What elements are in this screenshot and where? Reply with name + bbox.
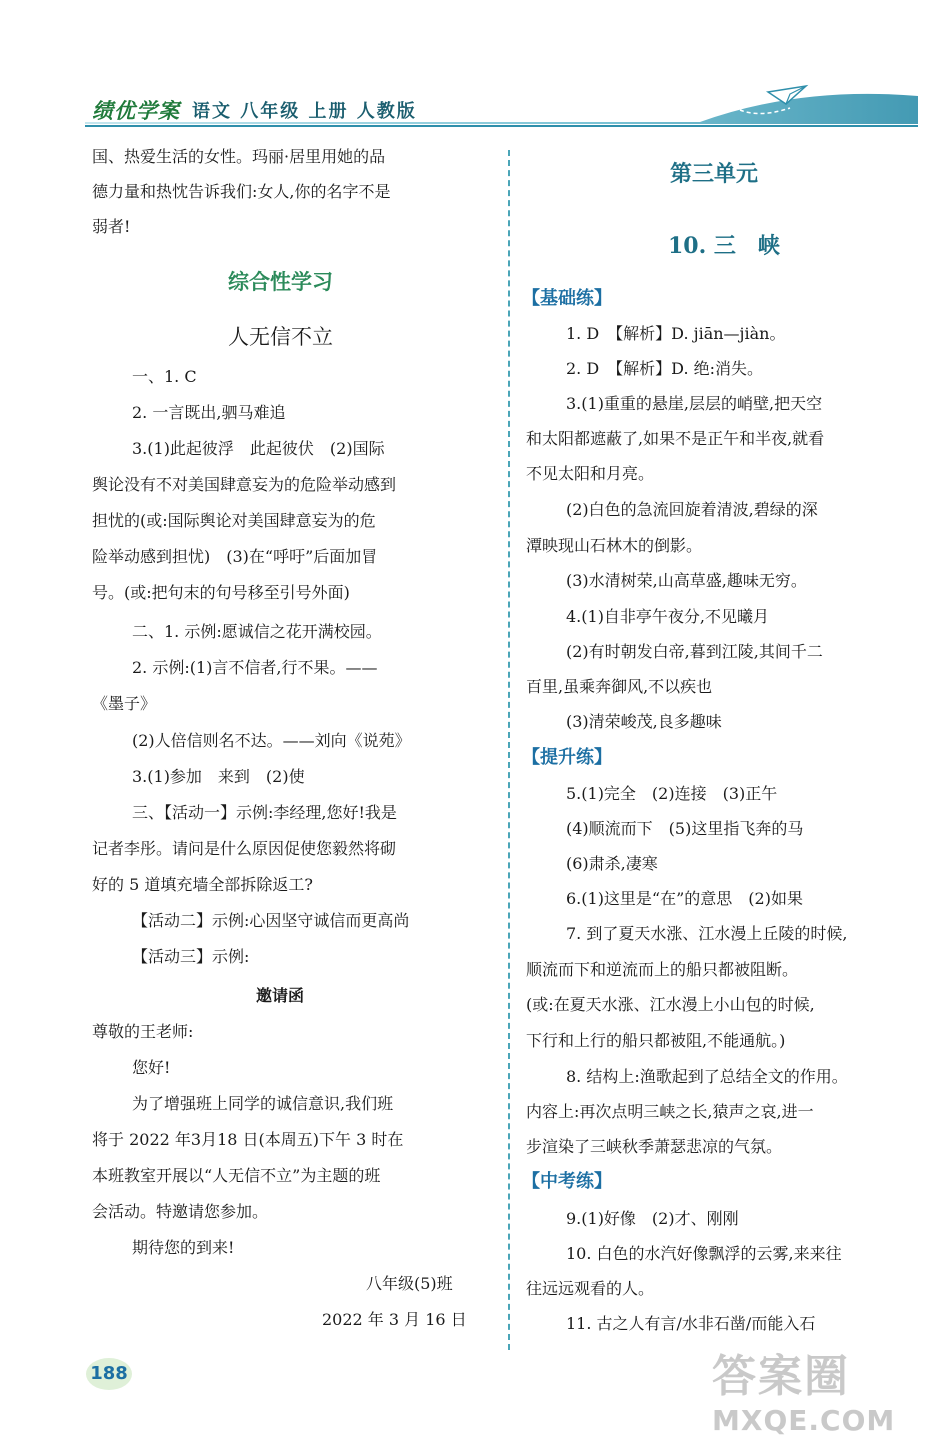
letter-line: 将于 2022 年3月18 日(本周五)下午 3 时在	[92, 1130, 404, 1149]
answer-line: 记者李彤。请问是什么原因促使您毅然将砌	[92, 839, 397, 858]
answer-line: 9.(1)好像 (2)才、刚刚	[566, 1209, 739, 1228]
answer-line: 5.(1)完全 (2)连接 (3)正午	[566, 784, 778, 803]
subject-label: 语文 八年级 上册 人教版	[192, 101, 417, 122]
letter-line: 本班教室开展以“人无信不立”为主题的班	[92, 1166, 381, 1185]
letter-line: 尊敬的王老师:	[92, 1022, 194, 1041]
answer-line: (2)有时朝发白帝,暮到江陵,其间千二	[566, 642, 823, 661]
answer-line: 2. D 【解析】D. 绝:消失。	[566, 359, 764, 378]
letter-line: 期待您的到来!	[132, 1238, 235, 1257]
answer-line: (2)白色的急流回旋着清波,碧绿的深	[566, 500, 818, 519]
watermark-url: MXQE.COM	[712, 1404, 896, 1437]
answer-line: (或:在夏天水涨、江水漫上小山包的时候,	[526, 995, 815, 1014]
answer-line: 不见太阳和月亮。	[526, 464, 655, 483]
answer-line: 下行和上行的船只都被阻,不能通航。)	[526, 1031, 786, 1050]
answer-line: 号。(或:把句末的句号移至引号外面)	[92, 583, 350, 602]
section-title: 综合性学习	[228, 270, 333, 294]
answer-line: (3)清荣峻茂,良多趣味	[566, 712, 722, 731]
letter-line: 会活动。特邀请您参加。	[92, 1202, 269, 1221]
answer-line: 【活动二】示例:心因坚守诚信而更高尚	[132, 911, 410, 930]
letter-title: 邀请函	[256, 986, 305, 1005]
answer-line: (2)人倍信则名不达。——刘向《说苑》	[132, 731, 411, 750]
answer-line: 6.(1)这里是“在”的意思 (2)如果	[566, 889, 803, 908]
subtitle: 人无信不立	[228, 325, 333, 349]
letter-line: 您好!	[132, 1058, 171, 1077]
answer-line: 3.(1)参加 来到 (2)使	[132, 767, 305, 786]
unit-title: 第三单元	[670, 161, 759, 187]
answer-line: 3.(1)此起彼浮 此起彼伏 (2)国际	[132, 439, 385, 458]
answer-line: 2. 一言既出,驷马难追	[132, 403, 286, 422]
letter-signature: 八年级(5)班	[366, 1274, 453, 1293]
text-line: 德力量和热忱告诉我们:女人,你的名字不是	[92, 182, 391, 201]
answer-line: 步渲染了三峡秋季萧瑟悲凉的气氛。	[526, 1137, 783, 1156]
section-basic: 【基础练】	[522, 288, 612, 309]
answer-line: 8. 结构上:渔歌起到了总结全文的作用。	[566, 1067, 848, 1086]
answer-line: 担忧的(或:国际舆论对美国肆意妄为的危	[92, 511, 376, 530]
answer-line: 往远远观看的人。	[526, 1279, 655, 1298]
answer-line: 4.(1)自非亭午夜分,不见曦月	[566, 607, 770, 626]
answer-line: 【活动三】示例:	[132, 947, 250, 966]
answer-line: (4)顺流而下 (5)这里指飞奔的马	[566, 819, 804, 838]
answer-line: 一、1. C	[132, 367, 197, 386]
answer-line: 2. 示例:(1)言不信者,行不果。——	[132, 658, 378, 677]
answer-line: 和太阳都遮蔽了,如果不是正午和半夜,就看	[526, 429, 825, 448]
text-line: 弱者!	[92, 217, 131, 236]
page-number: 188	[86, 1358, 132, 1390]
answer-line: 7. 到了夏天水涨、江水漫上丘陵的时候,	[566, 924, 848, 943]
section-advanced: 【提升练】	[522, 747, 612, 768]
text-line: 国、热爱生活的女性。玛丽·居里用她的品	[92, 147, 386, 166]
answer-line: 好的 5 道填充墙全部拆除返工?	[92, 875, 313, 894]
watermark	[712, 1340, 895, 1437]
letter-date: 2022 年 3 月 16 日	[322, 1310, 467, 1329]
answer-line: 百里,虽乘奔御风,不以疾也	[526, 677, 713, 696]
section-exam: 【中考练】	[522, 1171, 612, 1192]
answer-line: 险举动感到担忧) (3)在“呼吁”后面加冒	[92, 547, 378, 566]
answer-line: 11. 古之人有言/水非石凿/而能入石	[566, 1314, 816, 1333]
answer-line: (3)水清树荣,山高草盛,趣味无穷。	[566, 571, 807, 590]
answer-line: 3.(1)重重的悬崖,层层的峭壁,把天空	[566, 394, 823, 413]
answer-line: 二、1. 示例:愿诚信之花开满校园。	[132, 622, 382, 641]
answer-line: 舆论没有不对美国肆意妄为的危险举动感到	[92, 475, 397, 494]
letter-line: 为了增强班上同学的诚信意识,我们班	[132, 1094, 394, 1113]
answer-line: 潭映现山石林木的倒影。	[526, 536, 703, 555]
watermark-text: 答案圈	[712, 1351, 850, 1402]
brand-logo: 绩优学案	[92, 99, 180, 123]
answer-line: (6)肃杀,凄寒	[566, 854, 658, 873]
answer-line: 10. 白色的水汽好像飘浮的云雾,来来往	[566, 1244, 842, 1263]
answer-line: 三、【活动一】示例:李经理,您好!我是	[132, 803, 397, 822]
lesson-title: 10. 三 峡	[668, 233, 780, 259]
answer-line: 顺流而下和逆流而上的船只都被阻断。	[526, 960, 799, 979]
answer-line: 《墨子》	[92, 694, 157, 713]
page-header	[0, 0, 950, 130]
column-divider	[508, 150, 510, 1350]
answer-line: 1. D 【解析】D. jiān—jiàn。	[566, 324, 786, 343]
answer-line: 内容上:再次点明三峡之长,猿声之哀,进一	[526, 1102, 814, 1121]
